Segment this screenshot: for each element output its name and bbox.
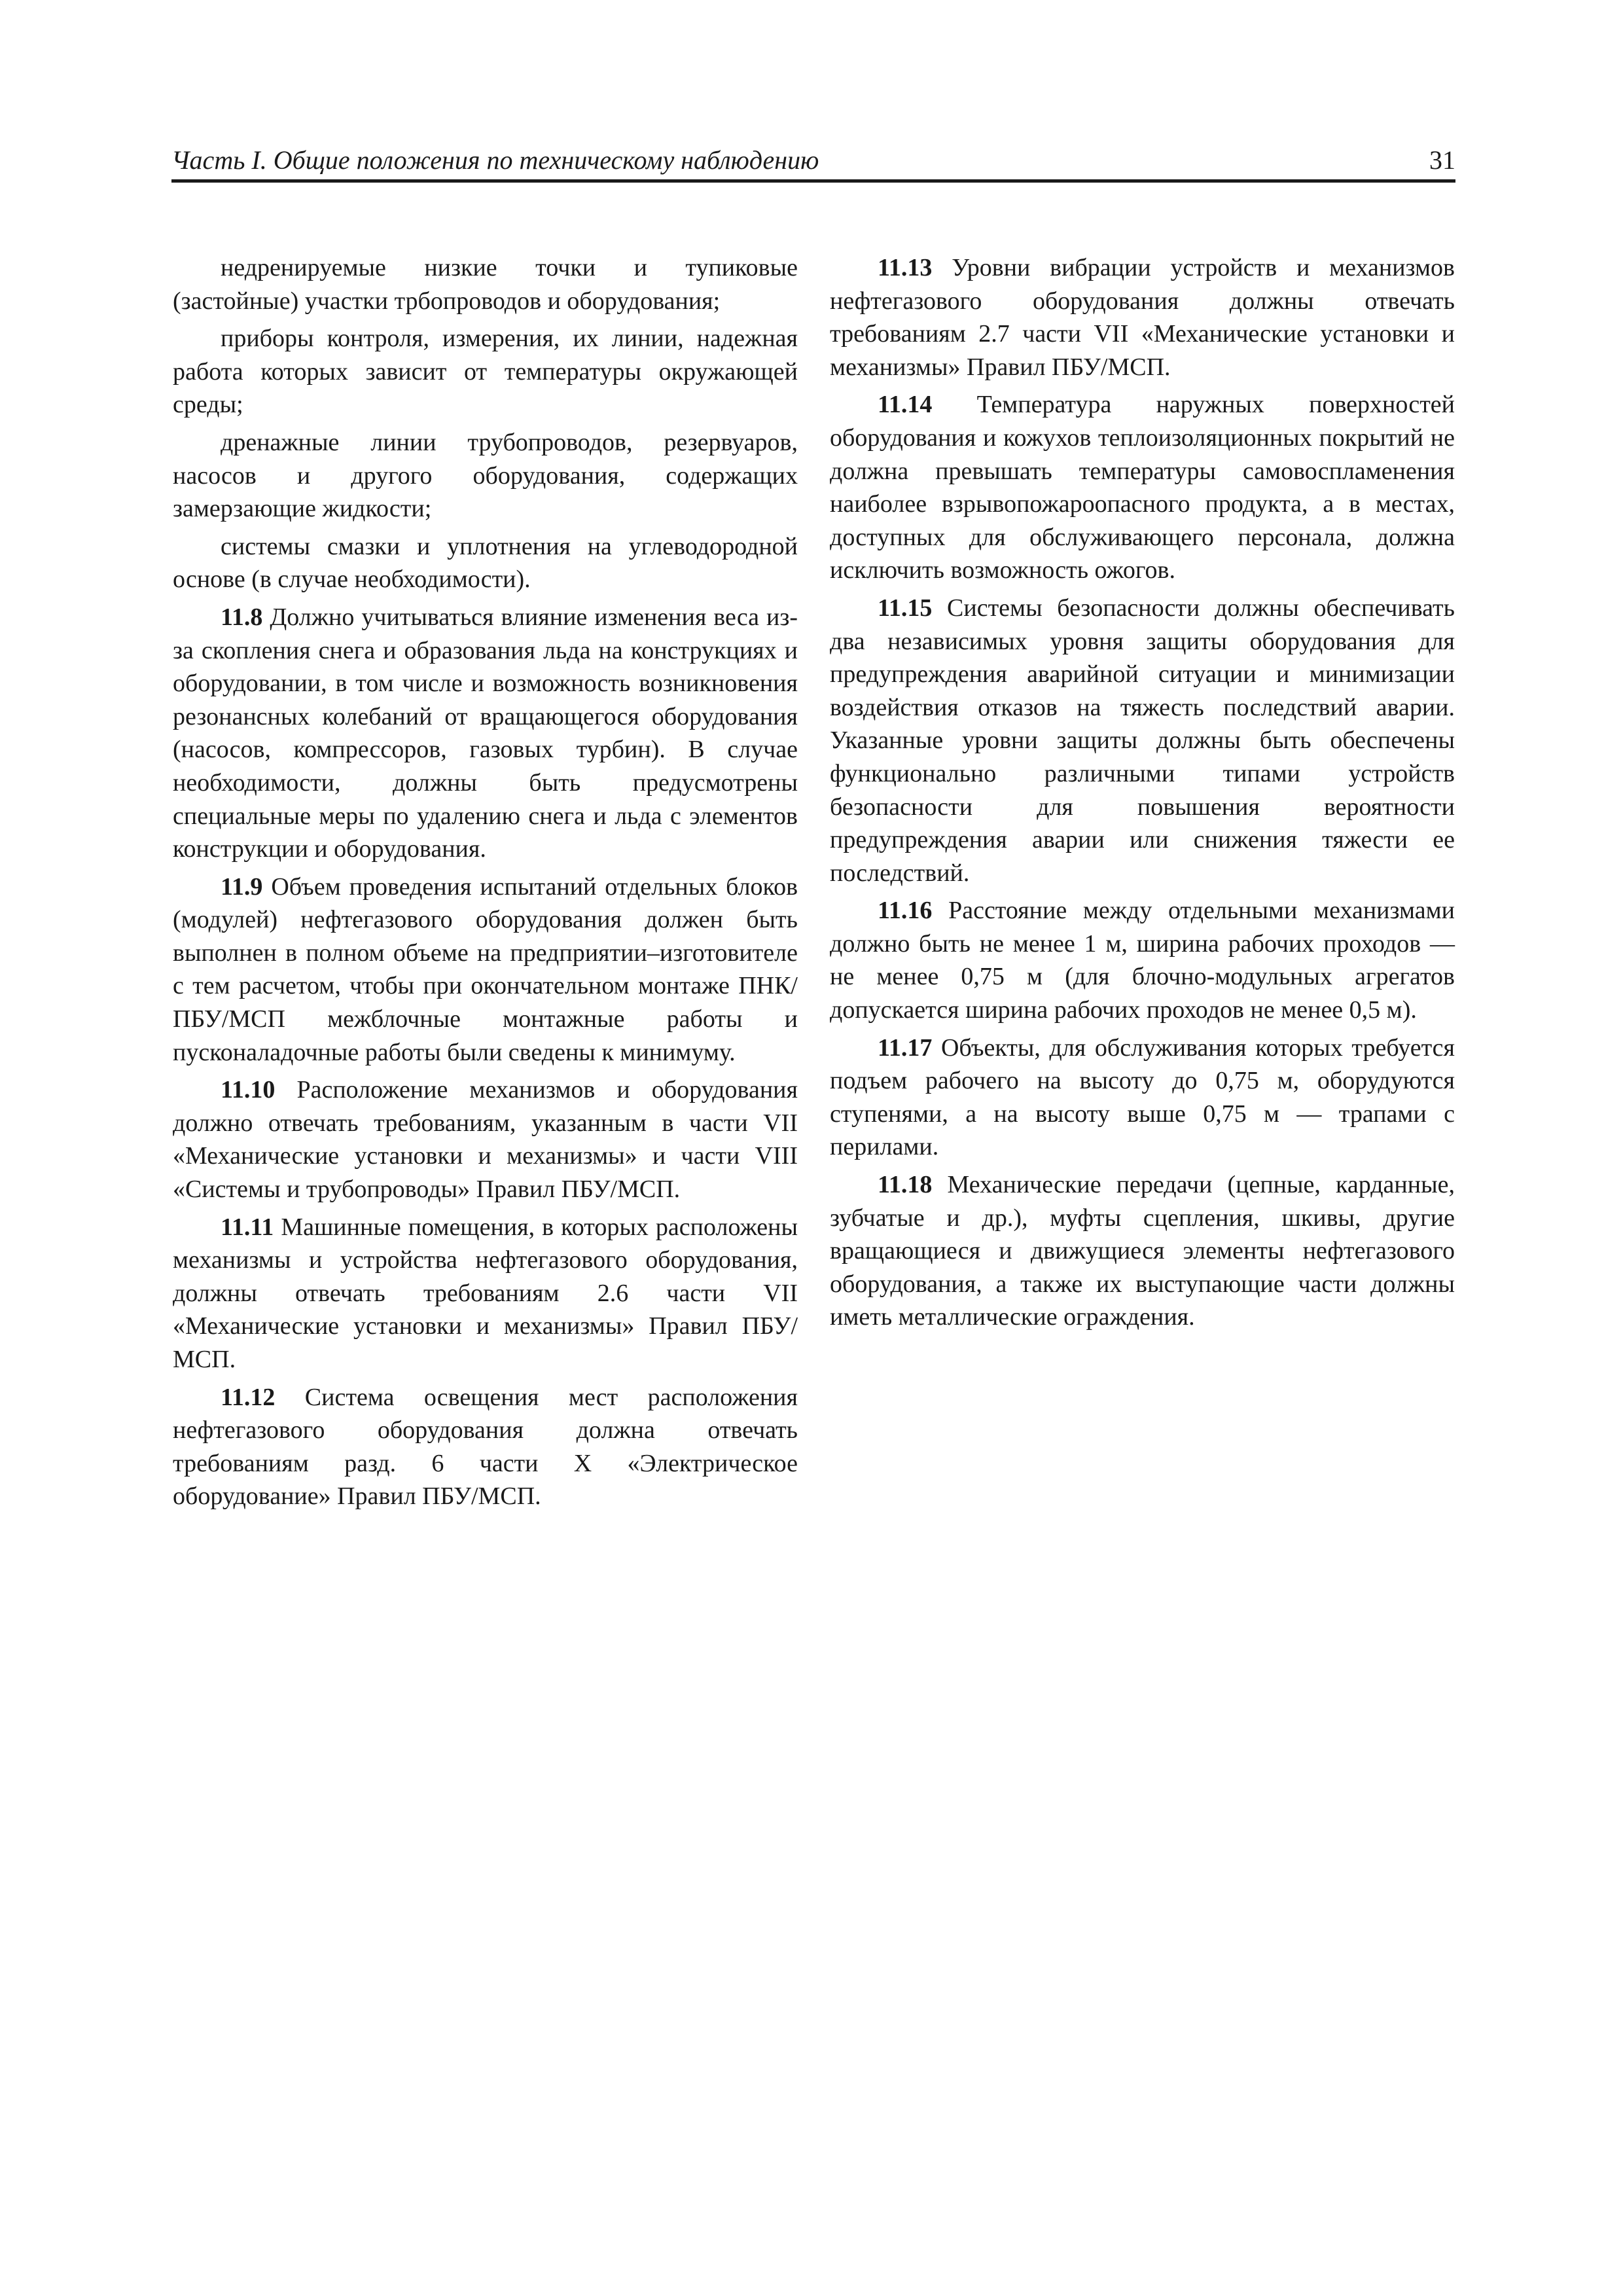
clause-number: 11.12 — [221, 1383, 276, 1411]
paragraph-text: приборы контроля, измерения, их линии, надежная работа которых зависит от температуры окружающей среды; — [173, 325, 798, 419]
list-item-control-instruments — [173, 322, 798, 422]
list-item-drain-lines — [173, 426, 798, 526]
clause-11-8 — [173, 601, 798, 866]
clause-text: Механические передачи (цепные, карданные, зубчатые и др.), муфты сцепления, шкивы, другие вращающиеся и движущиеся элементы нефтегазового оборудования, а также их выступающие части должны иметь металлические ограждения. — [830, 1171, 1455, 1331]
right-column — [830, 251, 1455, 1338]
clause-number: 11.18 — [878, 1171, 933, 1199]
clause-number: 11.17 — [878, 1033, 933, 1062]
clause-number: 11.13 — [878, 254, 933, 281]
clause-11-14 — [830, 388, 1455, 587]
clause-number: 11.11 — [221, 1213, 274, 1241]
running-header — [171, 139, 1455, 183]
clause-number: 11.8 — [221, 603, 263, 631]
clause-number: 11.15 — [878, 594, 933, 622]
clause-number: 11.14 — [878, 391, 933, 419]
clause-number: 11.9 — [221, 872, 263, 901]
clause-number: 11.16 — [878, 897, 933, 925]
clause-text: Уровни вибрации устройств и механизмов нефтегазового оборудования должны отвечать требованиям 2.7 части VII «Механические установки и механизмы» Правил ПБУ/МСП. — [830, 254, 1455, 381]
clause-11-11 — [173, 1211, 798, 1376]
page-number: 31 — [1429, 145, 1455, 175]
running-header-title: Часть I. Общие положения по техническому наблюдению — [171, 145, 819, 175]
clause-11-18 — [830, 1168, 1455, 1334]
list-item-lubrication-systems — [173, 530, 798, 596]
paragraph-text: недренируемые низкие точки и тупиковые (застойные) участки трбопроводов и оборудования; — [173, 254, 798, 315]
clause-text: Объем проведения испытаний отдельных блоков (модулей) нефтегазового оборудования должен быть выполнен в полном объеме на предприятии–изготовителе с тем расчетом, чтобы при окончательном монтаже ПНК/ПБУ/МСП межблочные монтажные работы и пусконаладочные работы были сведены к минимуму. — [173, 872, 798, 1066]
left-column — [173, 251, 798, 1518]
clause-text: Расстояние между отдельными механизмами должно быть не менее 1 м, ширина рабочих проходов — не менее 0,75 м (для блочно-модульных агрегатов допускается ширина рабочих проходов не менее 0,5 м). — [830, 897, 1455, 1024]
list-item-undrained-points — [173, 251, 798, 317]
clause-text: Система освещения мест расположения нефтегазового оборудования должна отвечать требованиям разд. 6 части X «Электрическое оборудование» Правил ПБУ/МСП. — [173, 1383, 798, 1511]
clause-11-13 — [830, 251, 1455, 384]
clause-text: Системы безопасности должны обеспечивать два независимых уровня защиты оборудования для предупреждения аварийной ситуации и минимизации воздействия отказов на тяжесть последствий аварии. Указанные уровни защиты должны быть обеспечены функционально различными типами устройств безопасности для повышения вероятности предупреждения аварии или снижения тяжести ее последствий. — [830, 594, 1455, 887]
paragraph-text: системы смазки и уплотнения на углеводородной основе (в случае необходимости). — [173, 532, 798, 594]
clause-11-16 — [830, 894, 1455, 1026]
paragraph-text: дренажные линии трубопроводов, резервуаров, насосов и другого оборудования, содержащих замерзающие жидкости; — [173, 428, 798, 523]
clause-11-9 — [173, 870, 798, 1069]
clause-text: Машинные помещения, в которых расположены механизмы и устройства нефтегазового оборудования, должны отвечать требованиям 2.6 части VII «Механические установки и механизмы» Правил ПБУ/МСП. — [173, 1213, 798, 1373]
clause-11-17 — [830, 1031, 1455, 1164]
clause-text: Объекты, для обслуживания которых требуется подъем рабочего на высоту до 0,75 м, оборудуются ступенями, а на высоту выше 0,75 м — трапами с перилами. — [830, 1033, 1455, 1161]
clause-text: Температура наружных поверхностей оборудования и кожухов теплоизоляционных покрытий не должна превышать температуры самовоспламенения наиболее взрывопожароопасного продукта, а в местах, доступных для обслуживающего персонала, должна исключить возможность ожогов. — [830, 391, 1455, 584]
clause-text: Должно учитываться влияние изменения веса из-за скопления снега и образования льда на конструкциях и оборудовании, в том числе и возможность возникновения резонансных колебаний от вращающегося оборудования (насосов, компрессоров, газовых турбин). В случае необходимости, должны быть предусмотрены специальные меры по удалению снега и льда с элементов конструкции и оборудования. — [173, 603, 798, 863]
clause-11-10 — [173, 1073, 798, 1206]
clause-text: Расположение механизмов и оборудования должно отвечать требованиям, указанным в части VII «Механические установки и механизмы» и части VIII «Системы и трубопроводы» Правил ПБУ/МСП. — [173, 1076, 798, 1204]
clause-11-12 — [173, 1381, 798, 1513]
clause-11-15 — [830, 592, 1455, 889]
clause-number: 11.10 — [221, 1076, 276, 1104]
